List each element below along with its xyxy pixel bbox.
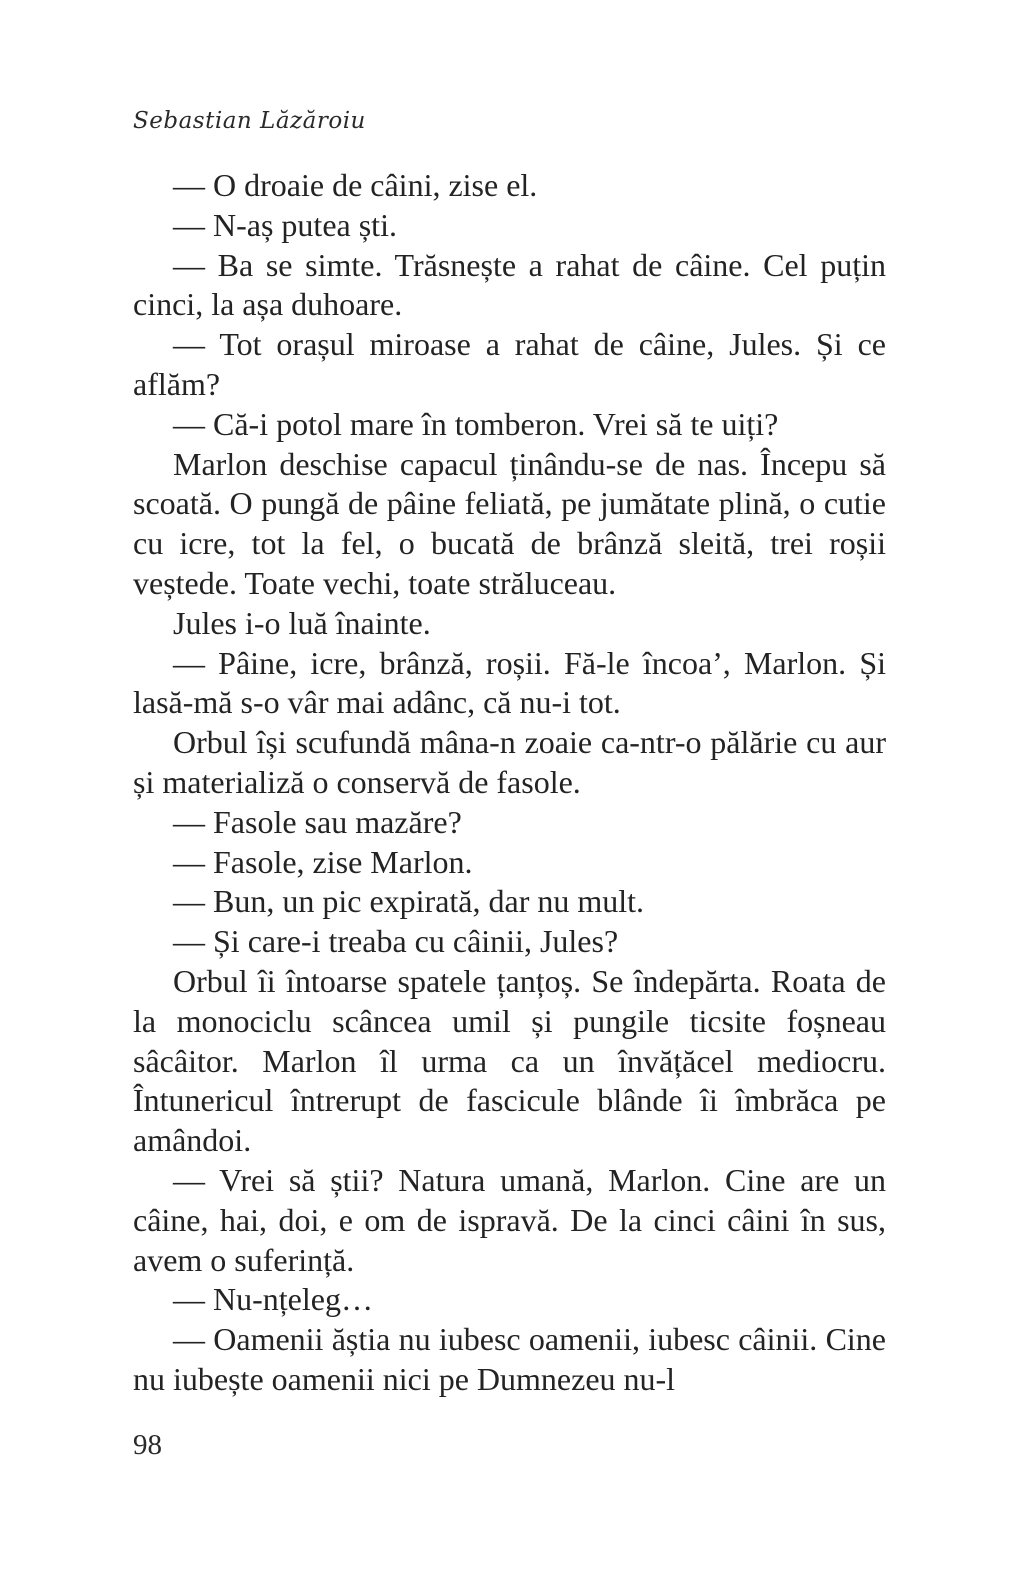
paragraph: Orbul îi întoarse spatele țanțoș. Se îndepărta. Roata de la monociclu scâncea umil și pungile ticsite foșneau sâcâitor. Marlon îl urma ca un învățăcel mediocru. Întunericul întrerupt de fascicule blânde îi îmbrăca pe amândoi. [133,962,886,1159]
paragraph: Jules i-o luă înainte. [173,604,431,641]
body-text [133,166,886,1400]
paragraph: — Ba se simte. Trăsnește a rahat de câine. Cel puțin cinci, la așa duhoare. [133,246,886,323]
page-number: 98 [133,1429,162,1461]
paragraph: — Oamenii ăștia nu iubesc oamenii, iubesc câinii. Cine nu iubește oamenii nici pe Dumnezeu nu-l [133,1321,886,1397]
paragraph: — Bun, un pic expirată, dar nu mult. [173,883,645,920]
paragraph: — O droaie de câini, zise el. [173,167,538,203]
paragraph: — Vrei să știi? Natura umană, Marlon. Cine are un câine, hai, doi, e om de ispravă. De la cinci câini în sus, avem o suferință. [133,1161,886,1278]
paragraph: — N-aș putea ști. [173,206,397,243]
paragraph: — Tot orașul miroase a rahat de câine, Jules. Și ce aflăm? [133,326,886,402]
paragraph: — Pâine, icre, brânză, roșii. Fă-le încoa’, Marlon. Și lasă-mă s-o vâr mai adânc, că nu-i tot. [133,644,886,721]
paragraph: — Și care-i treaba cu câinii, Jules? [173,923,619,960]
paragraph: Marlon deschise capacul ținându-se de nas. Începu să scoată. O pungă de pâine feliată, pe jumătate plină, o cutie cu icre, tot la fel, o bucată de brânză sleită, trei roșii veștede. Toate vechi, toate străluceau. [133,445,886,601]
paragraph: — Fasole, zise Marlon. [173,843,473,880]
running-head-author: Sebastian Lăzăroiu [133,108,366,134]
paragraph: Orbul își scufundă mâna-n zoaie ca-ntr-o pălărie cu aur și materializă o conservă de fasole. [133,724,886,800]
paragraph: — Fasole sau mazăre? [173,803,462,840]
paragraph: — Că-i potol mare în tomberon. Vrei să te uiți? [173,405,779,442]
paragraph: — Nu-nțeleg… [173,1281,373,1318]
